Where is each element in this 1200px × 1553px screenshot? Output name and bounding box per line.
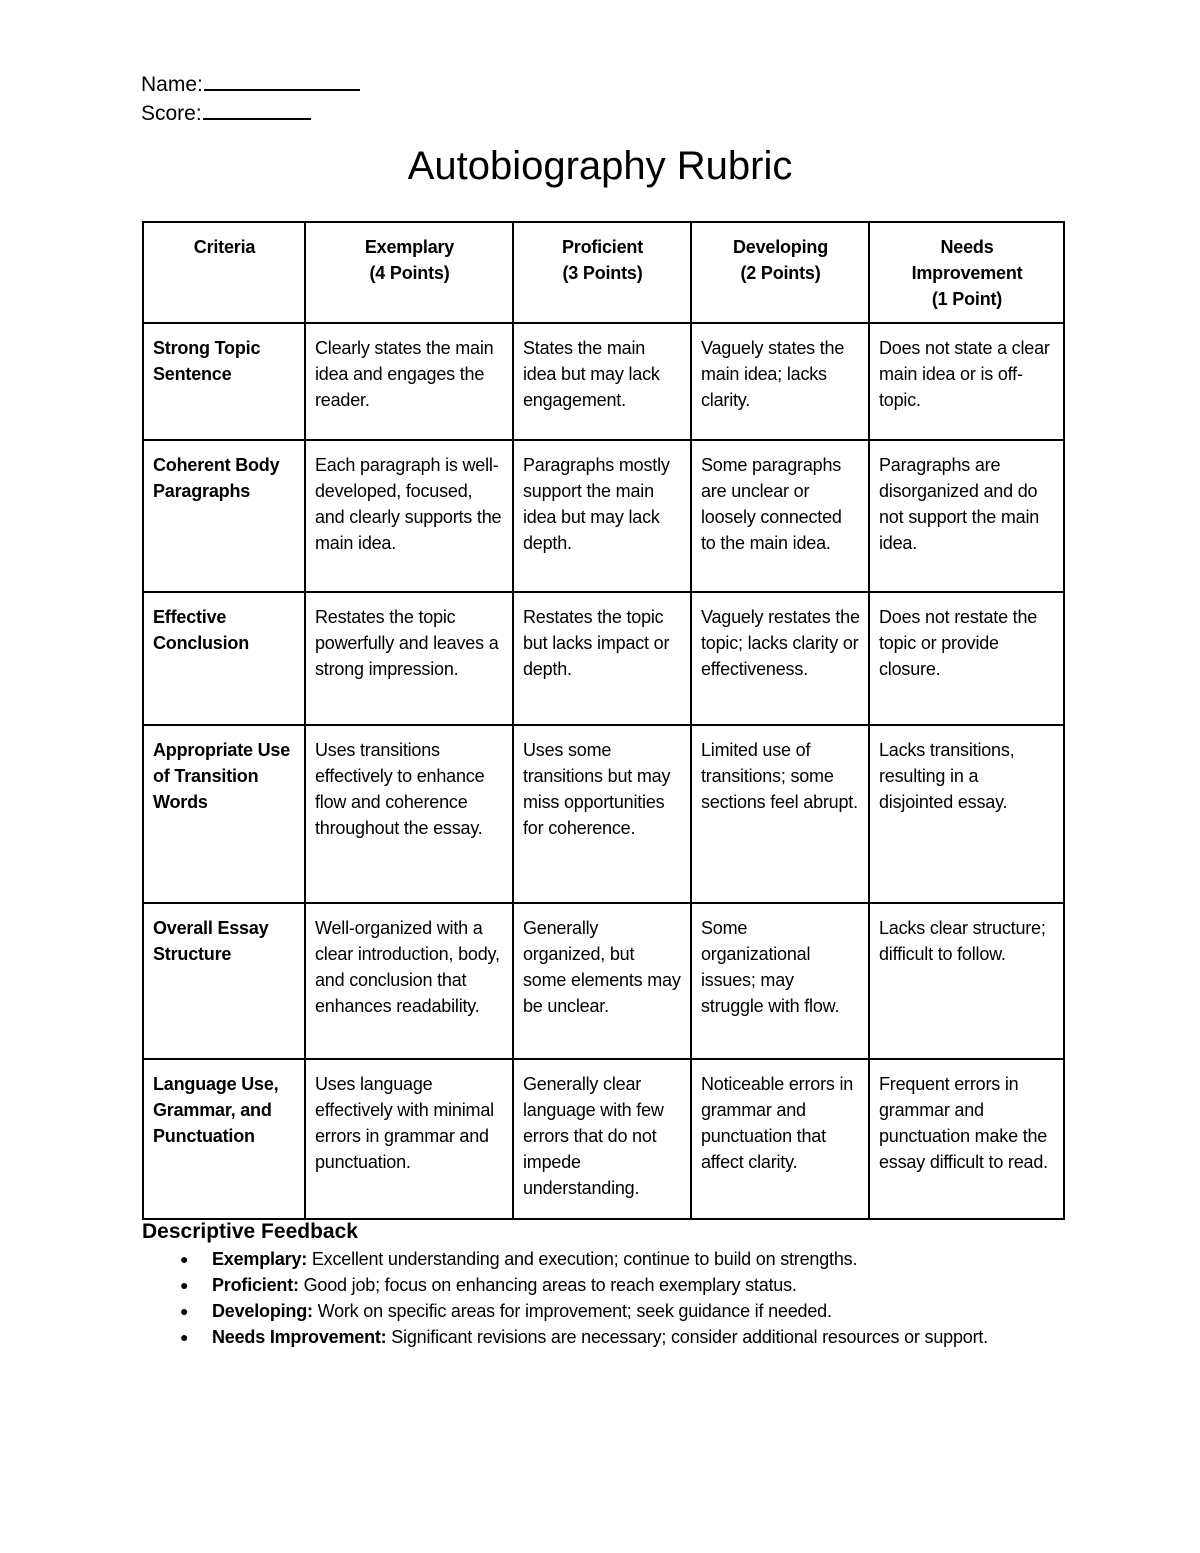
name-field [141, 70, 360, 99]
header-line: (4 Points) [369, 263, 450, 283]
feedback-text: Significant revisions are necessary; consider additional resources or support. [386, 1327, 988, 1347]
feedback-text: Good job; focus on enhancing areas to reach exemplary status. [298, 1275, 797, 1295]
developing-cell: Noticeable errors in grammar and punctuation that affect clarity. [691, 1059, 869, 1219]
exemplary-cell: Well-organized with a clear introduction, body, and conclusion that enhances readability. [305, 903, 513, 1059]
header-line: Proficient [561, 237, 643, 257]
proficient-cell: States the main idea but may lack engagement. [513, 323, 691, 440]
descriptive-feedback-section [142, 1218, 1042, 1350]
criterion-cell: Coherent Body Paragraphs [143, 440, 305, 592]
feedback-text: Excellent understanding and execution; continue to build on strengths. [307, 1249, 858, 1269]
table-row [143, 1059, 1064, 1219]
list-item [142, 1272, 1042, 1298]
exemplary-cell: Uses language effectively with minimal errors in grammar and punctuation. [305, 1059, 513, 1219]
proficient-cell: Uses some transitions but may miss opportunities for coherence. [513, 725, 691, 903]
header-line: (3 Points) [562, 263, 643, 283]
bullet-icon: ● [180, 1303, 189, 1319]
header-fields [141, 70, 360, 128]
feedback-list [142, 1246, 1042, 1350]
feedback-text: Work on specific areas for improvement; seek guidance if needed. [312, 1301, 832, 1321]
table-row [143, 725, 1064, 903]
header-line: Developing [732, 237, 828, 257]
proficient-cell: Generally clear language with few errors that do not impede understanding. [513, 1059, 691, 1219]
exemplary-cell: Restates the topic powerfully and leaves a strong impression. [305, 592, 513, 725]
name-blank-line [204, 71, 360, 91]
score-field [141, 99, 360, 128]
needs-improvement-cell: Does not state a clear main idea or is off-topic. [869, 323, 1064, 440]
bullet-icon: ● [180, 1329, 189, 1345]
developing-cell: Some organizational issues; may struggle with flow. [691, 903, 869, 1059]
feedback-heading: Descriptive Feedback [142, 1220, 358, 1243]
list-item [142, 1246, 1042, 1272]
list-item [142, 1298, 1042, 1324]
feedback-term: Needs Improvement: [212, 1327, 387, 1347]
criterion-cell: Effective Conclusion [143, 592, 305, 725]
criterion-cell: Strong Topic Sentence [143, 323, 305, 440]
proficient-cell: Generally organized, but some elements may be unclear. [513, 903, 691, 1059]
needs-improvement-cell: Does not restate the topic or provide closure. [869, 592, 1064, 725]
score-label: Score: [141, 102, 202, 125]
criterion-cell: Language Use, Grammar, and Punctuation [143, 1059, 305, 1219]
score-blank-line [203, 100, 311, 120]
table-row [143, 592, 1064, 725]
rubric-table [142, 221, 1065, 1220]
header-developing [691, 222, 869, 323]
proficient-cell: Restates the topic but lacks impact or depth. [513, 592, 691, 725]
table-row [143, 903, 1064, 1059]
table-row [143, 440, 1064, 592]
exemplary-cell: Clearly states the main idea and engages the reader. [305, 323, 513, 440]
developing-cell: Vaguely restates the topic; lacks clarity or effectiveness. [691, 592, 869, 725]
header-line: (2 Points) [740, 263, 821, 283]
needs-improvement-cell: Lacks transitions, resulting in a disjointed essay. [869, 725, 1064, 903]
header-criteria [143, 222, 305, 323]
list-item [142, 1324, 1042, 1350]
feedback-term: Proficient: [212, 1275, 299, 1295]
rubric-header-row [143, 222, 1064, 323]
header-proficient [513, 222, 691, 323]
header-line: Improvement [911, 263, 1023, 283]
exemplary-cell: Each paragraph is well-developed, focused, and clearly supports the main idea. [305, 440, 513, 592]
needs-improvement-cell: Lacks clear structure; difficult to follow. [869, 903, 1064, 1059]
bullet-icon: ● [180, 1277, 189, 1293]
header-line: Criteria [193, 237, 256, 257]
page-title: Autobiography Rubric [407, 144, 793, 188]
feedback-term: Developing: [212, 1301, 313, 1321]
needs-improvement-cell: Frequent errors in grammar and punctuation make the essay difficult to read. [869, 1059, 1064, 1219]
criterion-cell: Overall Essay Structure [143, 903, 305, 1059]
header-line: Exemplary [364, 237, 455, 257]
name-label: Name: [141, 73, 203, 96]
header-line: (1 Point) [931, 289, 1003, 309]
criterion-cell: Appropriate Use of Transition Words [143, 725, 305, 903]
needs-improvement-cell: Paragraphs are disorganized and do not support the main idea. [869, 440, 1064, 592]
bullet-icon: ● [180, 1251, 189, 1267]
table-row [143, 323, 1064, 440]
developing-cell: Some paragraphs are unclear or loosely connected to the main idea. [691, 440, 869, 592]
developing-cell: Vaguely states the main idea; lacks clarity. [691, 323, 869, 440]
header-needs-improvement [869, 222, 1064, 323]
header-line: Needs [940, 237, 994, 257]
developing-cell: Limited use of transitions; some sections feel abrupt. [691, 725, 869, 903]
exemplary-cell: Uses transitions effectively to enhance flow and coherence throughout the essay. [305, 725, 513, 903]
proficient-cell: Paragraphs mostly support the main idea but may lack depth. [513, 440, 691, 592]
feedback-term: Exemplary: [212, 1249, 308, 1269]
header-exemplary [305, 222, 513, 323]
